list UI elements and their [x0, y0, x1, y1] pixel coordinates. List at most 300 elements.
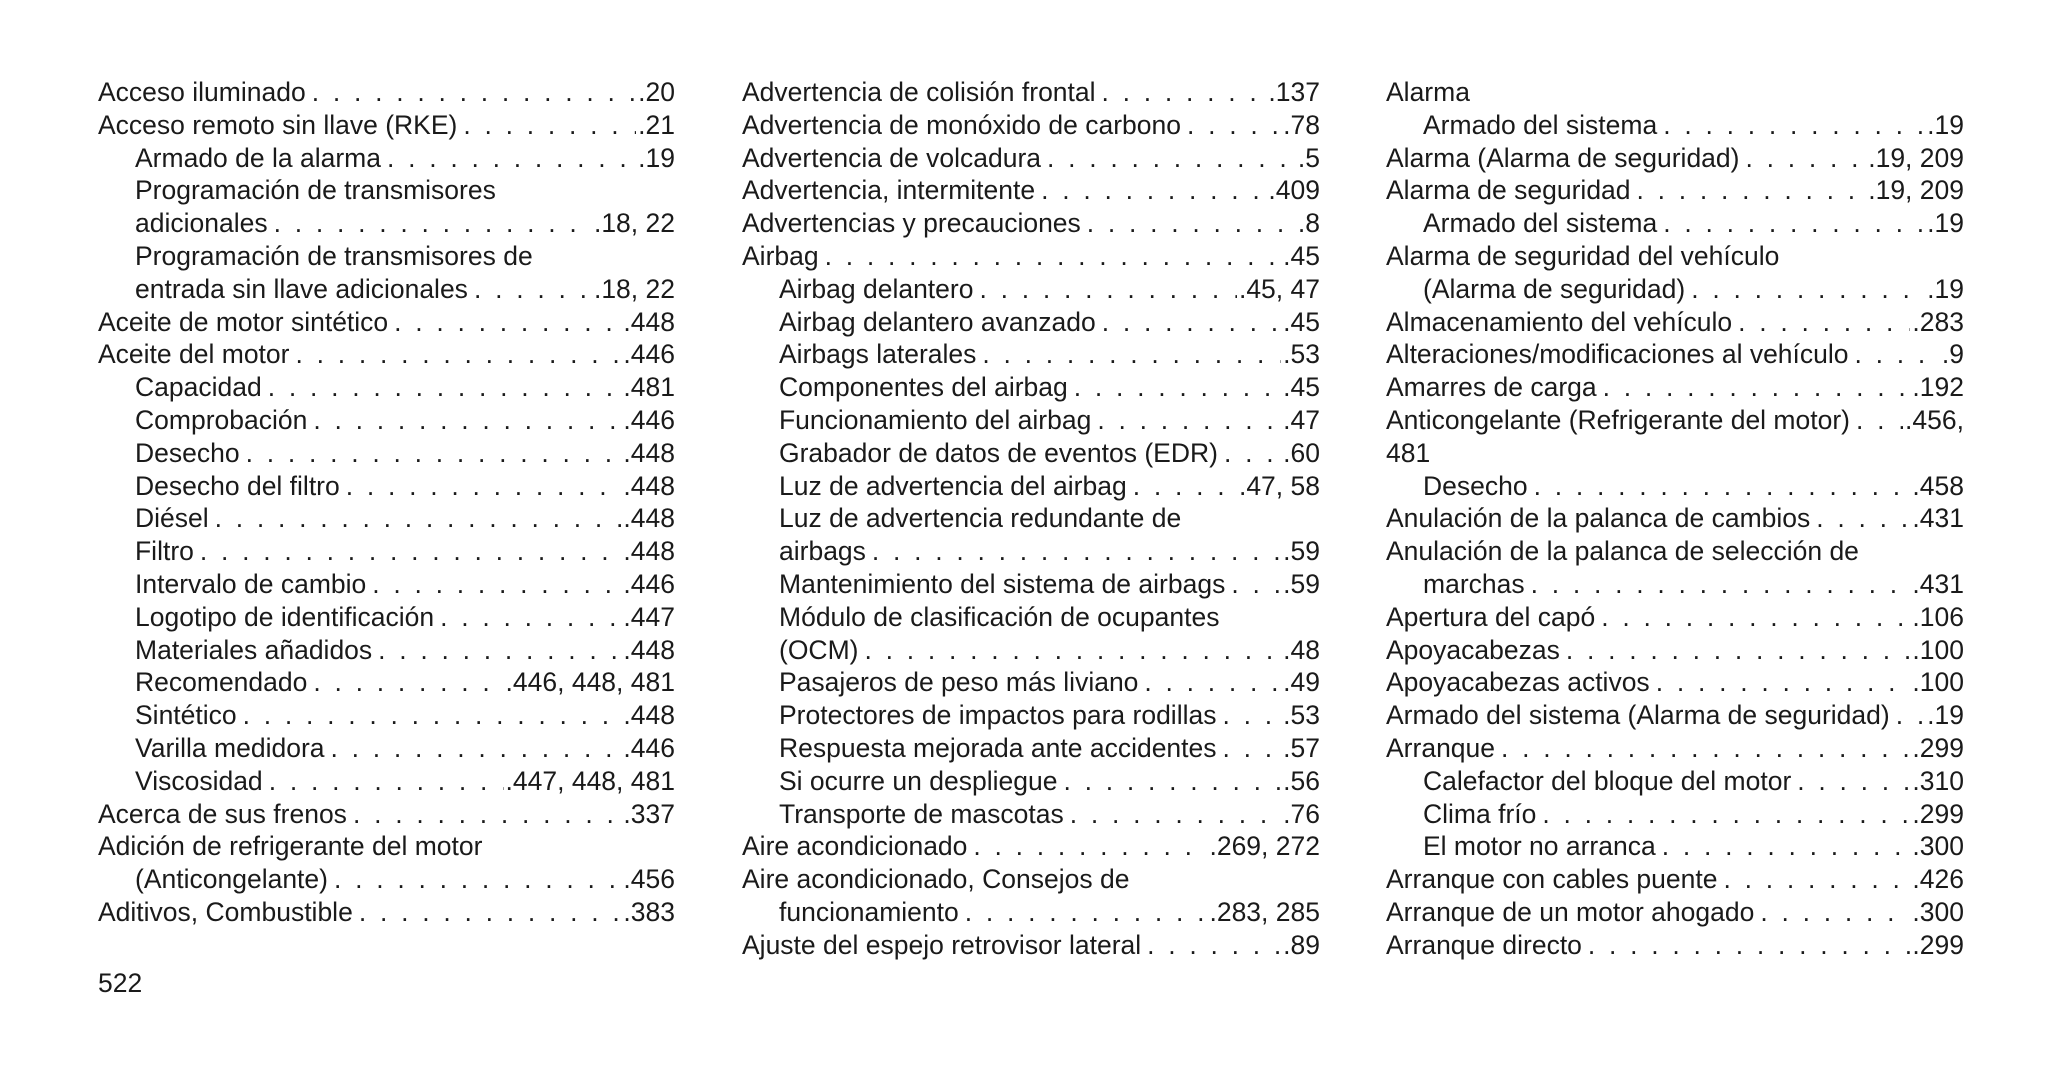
index-entry: [1386, 273, 1964, 306]
index-entry-page-ref: .18, 22: [593, 273, 675, 304]
index-entry-term: Arranque directo: [1386, 929, 1582, 960]
index-entry: [98, 470, 675, 503]
index-entry: [1386, 470, 1964, 503]
index-entry-term: Recomendado: [135, 667, 308, 698]
index-entry-term: Alteraciones/modificaciones al vehículo: [1386, 339, 1849, 370]
index-entry: [98, 76, 675, 109]
index-entry-page-ref: .431: [1912, 568, 1964, 599]
index-entry: [1386, 437, 1964, 470]
index-entry: [742, 568, 1320, 601]
index-entry-page-ref: .283, 285: [1209, 896, 1320, 927]
index-entry-page-ref: .431: [1912, 503, 1964, 534]
index-entry-term: (Anticongelante): [135, 864, 328, 895]
index-entry-term: Amarres de carga: [1386, 372, 1597, 403]
index-entry-page-ref: .8: [1297, 208, 1320, 239]
dot-leader: [1588, 929, 1911, 962]
dot-leader: [331, 732, 622, 765]
index-entry-term: Advertencia de volcadura: [742, 142, 1042, 173]
index-entry-page-ref: .448: [623, 503, 675, 534]
index-entry-term: Aceite de motor sintético: [98, 306, 389, 337]
index-entry-term: Protectores de impactos para rodillas: [779, 700, 1217, 731]
index-entry-page-ref: .299: [1912, 798, 1964, 829]
index-entry-page-ref: .18, 22: [593, 208, 675, 239]
index-entry-page-ref: .45: [1283, 306, 1320, 337]
index-entry-term: Apoyacabezas: [1386, 634, 1560, 665]
index-entry-term: Alarma de seguridad del vehículo: [1386, 240, 1780, 271]
index-entry-page-ref: .19, 209: [1868, 142, 1964, 173]
dot-leader: [1663, 207, 1925, 240]
index-entry-term: Programación de transmisores: [135, 175, 496, 206]
dot-leader: [474, 273, 592, 306]
index-entry-term: Varilla medidora: [135, 732, 325, 763]
index-entry-term: Viscosidad: [135, 765, 263, 796]
dot-leader: [1816, 502, 1910, 535]
index-entry-page-ref: .45: [1283, 372, 1320, 403]
index-entry-page-ref: .426: [1912, 864, 1964, 895]
index-entry-page-ref: .20: [638, 77, 675, 107]
dot-leader: [334, 863, 621, 896]
index-entry-term: Acerca de sus frenos: [98, 798, 347, 829]
index-entry-page-ref: .446, 448, 481: [505, 667, 675, 698]
dot-leader: [1133, 470, 1237, 503]
index-entry-term: Pasajeros de peso más liviano: [779, 667, 1139, 698]
index-entry-term: Clima frío: [1423, 798, 1537, 829]
index-entry: [98, 634, 675, 667]
index-entry-page-ref: .19: [1927, 208, 1964, 239]
dot-leader: [313, 666, 503, 699]
index-entry: [1386, 306, 1964, 339]
index-entry-page-ref: .448: [623, 306, 675, 337]
index-entry: [742, 798, 1320, 831]
index-entry: [1386, 404, 1964, 437]
index-entry: [742, 109, 1320, 142]
index-entry: [742, 207, 1320, 240]
index-entry-page-ref: .310: [1912, 765, 1964, 796]
index-entry-term: Airbag delantero avanzado: [779, 306, 1096, 337]
index-entry-term: El motor no arranca: [1423, 831, 1656, 862]
index-entry-page-ref: .447, 448, 481: [505, 765, 675, 796]
index-entry-page-ref: .337: [623, 798, 675, 829]
index-entry-page-ref: .283: [1912, 306, 1964, 337]
index-entry: [1386, 896, 1964, 929]
index-entry-term: Alarma de seguridad: [1386, 175, 1631, 206]
dot-leader: [1222, 699, 1281, 732]
index-entry-page-ref: .53: [1283, 700, 1320, 731]
dot-leader: [1534, 470, 1911, 503]
index-entry-term: Mantenimiento del sistema de airbags: [779, 568, 1226, 599]
index-entry-page-ref: .19, 209: [1868, 175, 1964, 206]
index-entry-term: Apoyacabezas activos: [1386, 667, 1650, 698]
dot-leader: [1041, 174, 1266, 207]
index-entry: [742, 830, 1320, 863]
index-entry: [98, 535, 675, 568]
index-entry-page-ref: .383: [623, 896, 675, 927]
index-entry: [98, 502, 675, 535]
dot-leader: [1691, 273, 1925, 306]
dot-leader: [864, 634, 1281, 667]
dot-leader: [982, 338, 1281, 371]
index-entry: [742, 732, 1320, 765]
dot-leader: [440, 601, 621, 634]
index-entry: [1386, 371, 1964, 404]
index-entry-page-ref: .19: [638, 142, 675, 173]
index-entry-term: Componentes del airbag: [779, 372, 1068, 403]
index-entry: [742, 338, 1320, 371]
dot-leader: [825, 240, 1282, 273]
index-entry-term: Módulo de clasificación de ocupantes: [779, 601, 1220, 632]
index-entry-page-ref: .19: [1927, 273, 1964, 304]
index-entry-page-ref: .299: [1912, 732, 1964, 763]
index-column-2: [742, 76, 1320, 962]
index-entry: [1386, 765, 1964, 798]
index-entry-page-ref: .448: [623, 700, 675, 731]
dot-leader: [1542, 798, 1910, 831]
index-entry-term: Luz de advertencia redundante de: [779, 503, 1182, 534]
index-entry-page-ref: .446: [623, 732, 675, 763]
dot-leader: [274, 207, 592, 240]
index-entry: [98, 601, 675, 634]
dot-leader: [1224, 437, 1281, 470]
index-entry-term: Desecho: [1423, 470, 1528, 501]
index-entry-page-ref: .106: [1912, 601, 1964, 632]
index-entry-term: Comprobación: [135, 404, 308, 435]
index-entry: [98, 568, 675, 601]
index-entry-term: Capacidad: [135, 372, 262, 403]
index-entry-term: Si ocurre un despliegue: [779, 765, 1058, 796]
dot-leader: [463, 109, 636, 142]
index-entry: [98, 306, 675, 339]
index-entry-term: Grabador de datos de eventos (EDR): [779, 437, 1218, 468]
index-entry-term: Calefactor del bloque del motor: [1423, 765, 1792, 796]
index-entry-term: Logotipo de identificación: [135, 601, 435, 632]
index-entry: [98, 437, 675, 470]
index-entry: [98, 798, 675, 831]
dot-leader: [1723, 863, 1910, 896]
dot-leader: [1087, 207, 1296, 240]
dot-leader: [312, 76, 636, 109]
index-entry-page-ref: .19: [1927, 700, 1964, 731]
index-entry-page-ref: .57: [1283, 732, 1320, 763]
index-entry: [742, 142, 1320, 175]
index-entry-term: Desecho: [135, 437, 240, 468]
index-entry-page-ref: .47: [1283, 404, 1320, 435]
dot-leader: [372, 568, 621, 601]
index-entry: [742, 470, 1320, 503]
index-entry: [1386, 863, 1964, 896]
index-entry: [1386, 798, 1964, 831]
index-entry: [1386, 568, 1964, 601]
dot-leader: [1656, 666, 1911, 699]
index-entry: [1386, 929, 1964, 962]
dot-leader: [295, 338, 621, 371]
index-entry-page-ref: .269, 272: [1209, 831, 1320, 862]
index-entry: [98, 765, 675, 798]
index-entry-page-ref: .409: [1268, 175, 1320, 206]
index-entry-page-ref: .300: [1912, 831, 1964, 862]
index-entry: [98, 699, 675, 732]
index-entry: [98, 142, 675, 175]
index-entry-term: Alarma: [1386, 77, 1470, 107]
dot-leader: [1603, 371, 1911, 404]
index-entry-term: Aire acondicionado: [742, 831, 968, 862]
index-entry-page-ref: .59: [1283, 536, 1320, 567]
index-entry-page-ref: .458: [1912, 470, 1964, 501]
index-entry-term: Anulación de la palanca de cambios: [1386, 503, 1811, 534]
index-entry-page-ref: .60: [1283, 437, 1320, 468]
index-entry: [98, 404, 675, 437]
index-entry-term: (Alarma de seguridad): [1423, 273, 1686, 304]
index-entry: [742, 404, 1320, 437]
dot-leader: [1738, 306, 1910, 339]
index-entry: [1386, 666, 1964, 699]
index-entry-page-ref: .192: [1912, 372, 1964, 403]
index-entry-page-ref: .5: [1297, 142, 1320, 173]
index-entry: [98, 666, 675, 699]
index-entry-term: Apertura del capó: [1386, 601, 1596, 632]
dot-leader: [1531, 568, 1911, 601]
dot-leader: [979, 273, 1236, 306]
dot-leader: [1223, 732, 1282, 765]
index-entry: [1386, 535, 1964, 568]
index-entry-term: entrada sin llave adicionales: [135, 273, 468, 304]
dot-leader: [1047, 142, 1296, 175]
dot-leader: [1663, 109, 1925, 142]
index-entry: [742, 896, 1320, 929]
index-entry-term: Advertencia de colisión frontal: [742, 77, 1096, 107]
index-entry-page-ref: .49: [1283, 667, 1320, 698]
index-entry-page-ref: .45, 47: [1238, 273, 1320, 304]
index-entry-term: Armado de la alarma: [135, 142, 381, 173]
index-entry: [1386, 207, 1964, 240]
index-entry-page-ref: .9: [1941, 339, 1964, 370]
dot-leader: [1102, 76, 1267, 109]
index-entry-term: 481: [1386, 437, 1431, 468]
index-entry-page-ref: .100: [1912, 634, 1964, 665]
index-entry-page-ref: .47, 58: [1238, 470, 1320, 501]
index-entry: [98, 896, 675, 929]
dot-leader: [1566, 634, 1911, 667]
index-entry-page-ref: .53: [1283, 339, 1320, 370]
index-entry: [1386, 338, 1964, 371]
index-entry: [1386, 502, 1964, 535]
dot-leader: [1745, 142, 1866, 175]
index-entry-page-ref: .19: [1927, 109, 1964, 140]
index-entry-term: Arranque: [1386, 732, 1496, 763]
index-entry-page-ref: .448: [623, 437, 675, 468]
index-entry-term: funcionamiento: [779, 896, 959, 927]
index-entry-term: Respuesta mejorada ante accidentes: [779, 732, 1217, 763]
index-entry: [742, 76, 1320, 109]
dot-leader: [1070, 798, 1281, 831]
index-entry: [742, 240, 1320, 273]
index-entry-term: Armado del sistema: [1423, 109, 1658, 140]
dot-leader: [1662, 830, 1911, 863]
dot-leader: [973, 830, 1207, 863]
dot-leader: [394, 306, 621, 339]
index-entry: [98, 240, 675, 273]
index-entry: [1386, 830, 1964, 863]
dot-leader: [200, 535, 622, 568]
dot-leader: [353, 798, 621, 831]
index-entry-page-ref: .48: [1283, 634, 1320, 665]
dot-leader: [246, 437, 622, 470]
index-entry-page-ref: .448: [623, 634, 675, 665]
index-entry: [742, 699, 1320, 732]
index-entry-term: Programación de transmisores de: [135, 240, 533, 271]
index-entry-term: Intervalo de cambio: [135, 568, 367, 599]
index-entry: [742, 306, 1320, 339]
index-entry: [1386, 601, 1964, 634]
dot-leader: [965, 896, 1208, 929]
dot-leader: [1187, 109, 1281, 142]
dot-leader: [872, 535, 1281, 568]
index-entry: [1386, 174, 1964, 207]
dot-leader: [269, 765, 504, 798]
index-entry-term: Arranque con cables puente: [1386, 864, 1718, 895]
index-entry-term: Transporte de mascotas: [779, 798, 1064, 829]
index-entry: [1386, 240, 1964, 273]
index-entry: [98, 732, 675, 765]
index-entry: [742, 765, 1320, 798]
dot-leader: [1896, 699, 1925, 732]
index-entry-term: Acceso remoto sin llave (RKE): [98, 109, 458, 140]
index-entry: [98, 109, 675, 142]
index-entry-term: Armado del sistema (Alarma de seguridad): [1386, 700, 1890, 731]
index-entry-term: Filtro: [135, 536, 194, 567]
index-entry: [742, 437, 1320, 470]
index-entry-term: airbags: [779, 536, 866, 567]
index-entry: [742, 174, 1320, 207]
dot-leader: [243, 699, 622, 732]
index-entry-page-ref: .45: [1283, 240, 1320, 271]
index-entry: [1386, 109, 1964, 142]
page-number: 522: [98, 968, 143, 998]
dot-leader: [1231, 568, 1281, 601]
index-entry: [1386, 142, 1964, 175]
dot-leader: [1074, 371, 1281, 404]
index-entry: [98, 830, 675, 863]
dot-leader: [1637, 174, 1867, 207]
index-entry-page-ref: .481: [623, 372, 675, 403]
index-entry: [98, 863, 675, 896]
dot-leader: [1501, 732, 1910, 765]
index-column-3: [1386, 76, 1964, 962]
index-entry-term: Arranque de un motor ahogado: [1386, 896, 1755, 927]
dot-leader: [378, 634, 621, 667]
index-entry-term: Airbag: [742, 240, 819, 271]
dot-leader: [346, 470, 622, 503]
index-entry: [1386, 699, 1964, 732]
index-entry-term: marchas: [1423, 568, 1525, 599]
index-entry: [742, 502, 1320, 535]
index-entry-page-ref: .59: [1283, 568, 1320, 599]
index-entry-page-ref: .89: [1283, 929, 1320, 960]
index-entry-term: Almacenamiento del vehículo: [1386, 306, 1733, 337]
index-entry-term: Advertencias y precauciones: [742, 208, 1081, 239]
index-entry-term: adicionales: [135, 208, 268, 239]
index-entry: [1386, 732, 1964, 765]
index-entry: [1386, 634, 1964, 667]
index-entry-term: Adición de refrigerante del motor: [98, 831, 483, 862]
dot-leader: [313, 404, 621, 437]
index-entry: [742, 863, 1320, 896]
dot-leader: [1097, 404, 1281, 437]
index-entry-page-ref: .447: [623, 601, 675, 632]
dot-leader: [1144, 666, 1281, 699]
index-entry: [742, 535, 1320, 568]
index-entry: [98, 174, 675, 207]
dot-leader: [1147, 929, 1281, 962]
index-entry-page-ref: .446: [623, 339, 675, 370]
dot-leader: [1760, 896, 1910, 929]
index-entry-page-ref: .300: [1912, 896, 1964, 927]
index-entry-term: Diésel: [135, 503, 209, 534]
index-entry-page-ref: .76: [1283, 798, 1320, 829]
index-entry-page-ref: .78: [1283, 109, 1320, 140]
index-entry: [1386, 76, 1964, 109]
index-entry: [742, 371, 1320, 404]
index-entry-page-ref: .446: [623, 404, 675, 435]
index-entry-term: Ajuste del espejo retrovisor lateral: [742, 929, 1142, 960]
index-entry-term: Airbags laterales: [779, 339, 977, 370]
index-entry-term: Aire acondicionado, Consejos de: [742, 864, 1130, 895]
index-entry-term: Airbag delantero: [779, 273, 974, 304]
dot-leader: [1856, 404, 1903, 437]
dot-leader: [215, 502, 622, 535]
index-entry-page-ref: .299: [1912, 929, 1964, 960]
index-entry: [742, 273, 1320, 306]
index-entry: [98, 273, 675, 306]
index-column-1: [98, 76, 675, 929]
index-entry-term: Materiales añadidos: [135, 634, 373, 665]
index-entry-page-ref: .56: [1283, 765, 1320, 796]
index-entry-term: Anticongelante (Refrigerante del motor): [1386, 404, 1850, 435]
index-entry-term: Aceite del motor: [98, 339, 290, 370]
index-entry-term: Luz de advertencia del airbag: [779, 470, 1127, 501]
dot-leader: [1601, 601, 1910, 634]
index-entry-term: Armado del sistema: [1423, 208, 1658, 239]
index-entry-term: Alarma (Alarma de seguridad): [1386, 142, 1740, 173]
index-entry-term: Advertencia de monóxido de carbono: [742, 109, 1182, 140]
index-entry-term: Advertencia, intermitente: [742, 175, 1036, 206]
index-entry-page-ref: .448: [623, 536, 675, 567]
index-entry: [742, 634, 1320, 667]
index-entry-term: Acceso iluminado: [98, 77, 306, 107]
index-entry-page-ref: .448: [623, 470, 675, 501]
index-entry: [742, 666, 1320, 699]
index-entry-page-ref: .456,: [1905, 404, 1964, 435]
index-entry-term: Sintético: [135, 700, 237, 731]
dot-leader: [1855, 338, 1940, 371]
index-entry: [98, 338, 675, 371]
index-entry: [742, 601, 1320, 634]
dot-leader: [1063, 765, 1281, 798]
dot-leader: [1102, 306, 1281, 339]
index-entry-page-ref: .446: [623, 568, 675, 599]
index-entry-page-ref: .21: [638, 109, 675, 140]
index-entry-term: Desecho del filtro: [135, 470, 340, 501]
index-entry: [98, 207, 675, 240]
index-entry-term: (OCM): [779, 634, 859, 665]
index-entry-page-ref: .100: [1912, 667, 1964, 698]
index-entry: [98, 371, 675, 404]
dot-leader: [359, 896, 622, 929]
index-entry-term: Aditivos, Combustible: [98, 896, 353, 927]
index-entry: [742, 929, 1320, 962]
dot-leader: [1797, 765, 1910, 798]
index-entry-page-ref: .137: [1268, 77, 1320, 107]
dot-leader: [268, 371, 622, 404]
